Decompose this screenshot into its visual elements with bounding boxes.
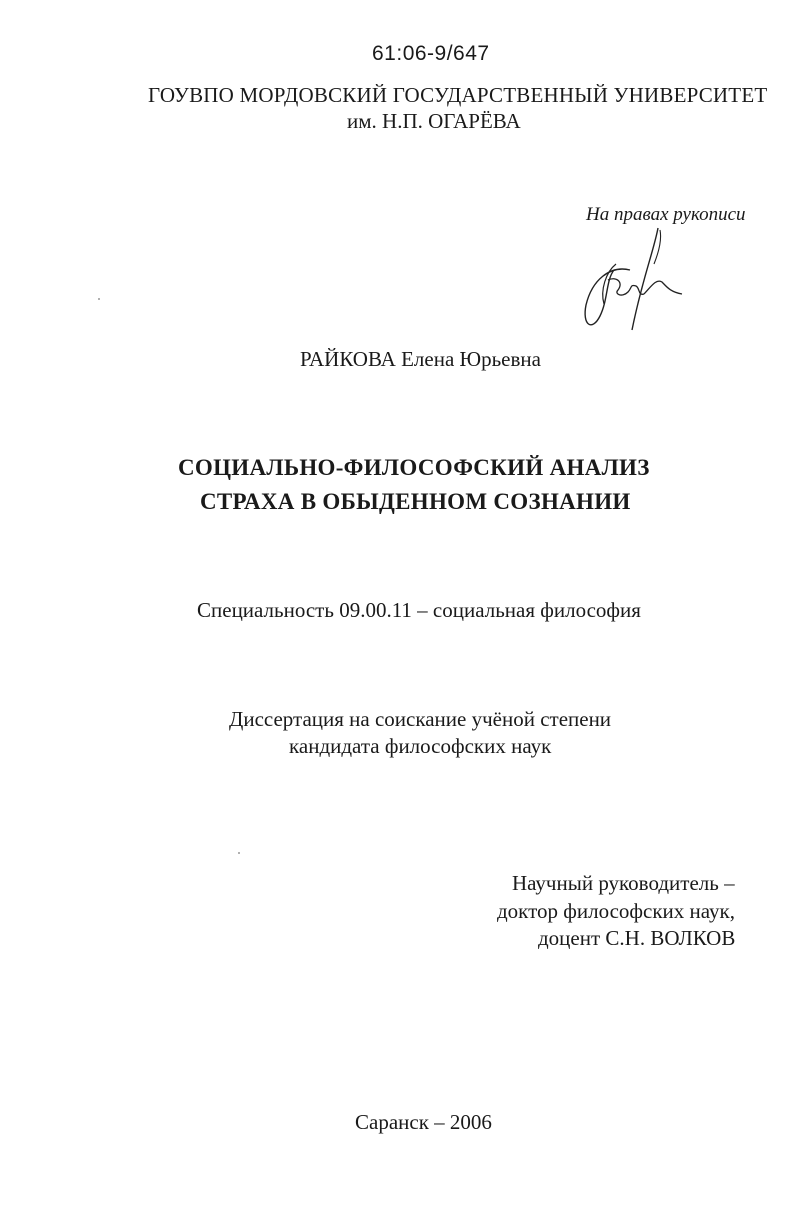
degree-line-2: кандидата философских наук bbox=[289, 734, 552, 758]
catalog-code: 61:06-9/647 bbox=[372, 42, 490, 65]
dissertation-title-line-2: СТРАХА В ОБЫДЕННОМ СОЗНАНИИ bbox=[200, 489, 631, 514]
degree-line-1: Диссертация на соискание учёной степени bbox=[229, 707, 612, 731]
city-year: Саранск – 2006 bbox=[355, 1110, 492, 1134]
author-name: РАЙКОВА Елена Юрьевна bbox=[300, 347, 541, 371]
advisor-line-3: доцент С.Н. ВОЛКОВ bbox=[538, 926, 736, 950]
scan-speck bbox=[98, 298, 100, 300]
university-name: ГОУВПО МОРДОВСКИЙ ГОСУДАРСТВЕННЫЙ УНИВЕРСИТЕТ bbox=[148, 83, 768, 107]
advisor-line-2: доктор философских наук, bbox=[497, 899, 735, 923]
signature-icon bbox=[570, 220, 700, 340]
university-named-after: им. Н.П. ОГАРЁВА bbox=[347, 109, 521, 133]
manuscript-rights-note: На правах рукописи bbox=[586, 204, 746, 225]
advisor-line-1: Научный руководитель – bbox=[512, 871, 735, 895]
dissertation-title-line-1: СОЦИАЛЬНО-ФИЛОСОФСКИЙ АНАЛИЗ bbox=[178, 455, 650, 480]
scan-speck bbox=[238, 852, 240, 854]
specialty: Специальность 09.00.11 – социальная философия bbox=[197, 598, 641, 622]
